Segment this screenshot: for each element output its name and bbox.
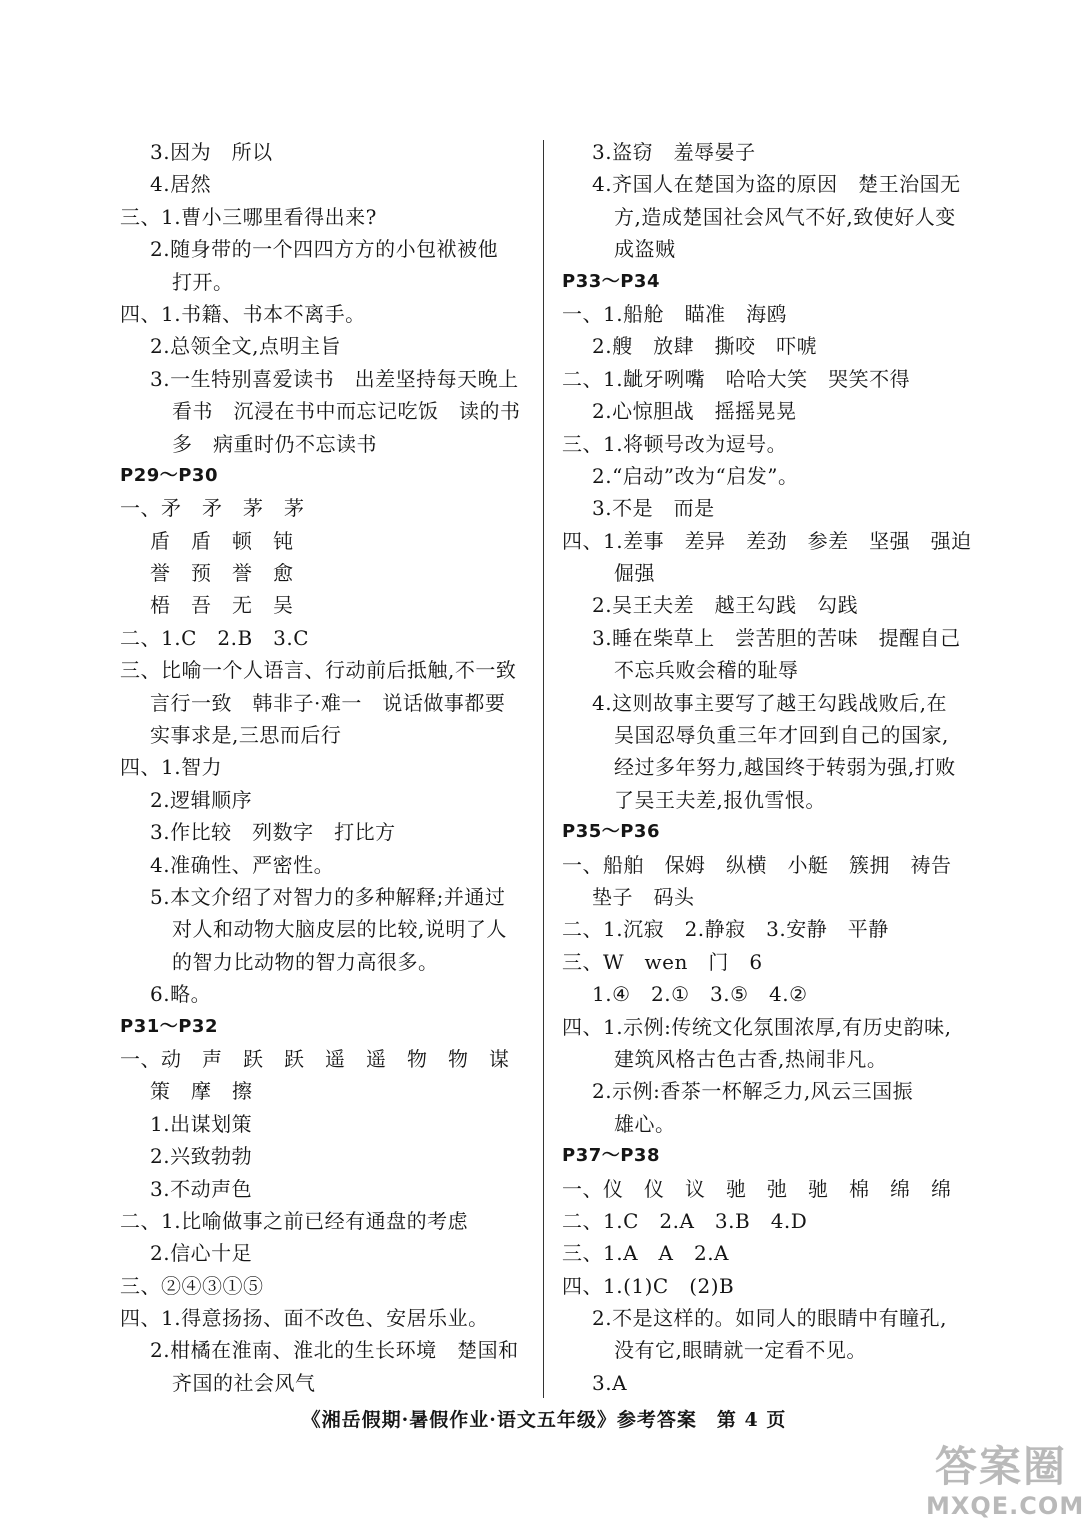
answer-line: 1.④ 2.① 3.⑤ 4.② (592, 982, 808, 1007)
answer-line: 3.不动声色 (150, 1176, 253, 1201)
answer-line: 四、1.书籍、书本不离手。 (120, 301, 366, 326)
answer-line: 经过多年努力,越国终于转弱为强,打败 (614, 755, 956, 780)
answer-line: 建筑风格古色古香,热闹非凡。 (614, 1046, 888, 1071)
answer-line: 4.这则故事主要写了越王勾践战败后,在 (592, 690, 947, 715)
answer-line: 成盗贼 (614, 237, 676, 262)
right-column (562, 136, 992, 1399)
watermark-url: MXQE.COM (926, 1492, 1085, 1520)
answer-line: 二、1.比喻做事之前已经有通盘的考虑 (120, 1208, 469, 1233)
answer-line: 垫子 码头 (592, 884, 695, 909)
answer-line: 四、1.差事 差异 差劲 参差 坚强 强迫 (562, 528, 972, 553)
answer-line: 实事求是,三思而后行 (150, 723, 342, 748)
answer-line: 三、②④③①⑤ (120, 1273, 264, 1298)
answer-line: 没有它,眼睛就一定看不见。 (614, 1338, 867, 1363)
answer-line: 3.不是 而是 (592, 496, 715, 521)
answer-line: 2.心惊胆战 摇摇晃晃 (592, 399, 797, 424)
answer-line: 四、1.智力 (120, 755, 223, 780)
answer-line: 2.逻辑顺序 (150, 787, 253, 812)
answer-line: 三、W wen 门 6 (562, 949, 763, 974)
watermark-logo-text: 答案圈 (934, 1442, 1067, 1491)
answer-line: 2.艘 放肆 撕咬 吓唬 (592, 334, 818, 359)
answer-line: 了吴王夫差,报仇雪恨。 (614, 787, 826, 812)
answer-line: 三、1.曹小三哪里看得出来? (120, 204, 377, 229)
answer-line: 二、1.C 2.A 3.B 4.D (562, 1208, 808, 1233)
answer-line: 4.居然 (150, 172, 212, 197)
answer-line: 三、1.将顿号改为逗号。 (562, 431, 788, 456)
answer-line: 雄心。 (614, 1111, 676, 1136)
answer-line: 3.睡在柴草上 尝苦胆的苦味 提醒自己 (592, 625, 961, 650)
answer-line: 二、1.龇牙咧嘴 哈哈大笑 哭笑不得 (562, 366, 911, 391)
answer-line: 誉 预 誉 愈 (150, 561, 294, 586)
answer-line: 四、1.得意扬扬、面不改色、安居乐业。 (120, 1306, 489, 1331)
answer-line: 1.出谋划策 (150, 1111, 253, 1136)
section-heading: P33～P34 (562, 270, 660, 292)
answer-line: 三、1.A A 2.A (562, 1241, 729, 1266)
answer-line: 2.不是这样的。如同人的眼睛中有瞳孔, (592, 1306, 947, 1331)
answer-line: 看书 沉浸在书中而忘记吃饭 读的书 (172, 399, 521, 424)
answer-line: 言行一致 韩非子·难一 说话做事都要 (150, 690, 506, 715)
answer-line: 多 病重时仍不忘读书 (172, 431, 377, 456)
answer-line: 6.略。 (150, 982, 212, 1007)
watermark-logo (926, 1442, 1085, 1532)
answer-line: 2.“启动”改为“启发”。 (592, 463, 799, 488)
section-heading: P37～P38 (562, 1145, 660, 1167)
column-divider (543, 140, 544, 1398)
left-column (120, 136, 530, 1399)
answer-line: 2.总领全文,点明主旨 (150, 334, 341, 359)
answer-line: 的智力比动物的智力高很多。 (172, 949, 439, 974)
answer-line: 2.柑橘在淮南、淮北的生长环境 楚国和 (150, 1338, 519, 1363)
answer-line: 3.作比较 列数字 打比方 (150, 820, 396, 845)
answer-line: 2.兴致勃勃 (150, 1144, 253, 1169)
answer-line: 3.一生特别喜爱读书 出差坚持每天晚上 (150, 366, 519, 391)
section-heading: P29～P30 (120, 464, 218, 486)
answer-line: 四、1.(1)C (2)B (562, 1273, 735, 1298)
answer-line: 2.示例:香茶一杯解乏力,风云三国振 (592, 1079, 914, 1104)
answer-line: 倔强 (614, 561, 655, 586)
page-footer: 《湘岳假期·暑假作业·语文五年级》参考答案 第 4 页 (301, 1409, 787, 1431)
answer-line: 一、仪 仪 议 驰 弛 驰 棉 绵 绵 (562, 1176, 952, 1201)
answer-line: 一、动 声 跃 跃 遥 遥 物 物 谋 (120, 1046, 510, 1071)
answer-line: 2.吴王夫差 越王勾践 勾践 (592, 593, 859, 618)
answer-line: 一、船舶 保姆 纵横 小艇 簇拥 祷告 (562, 852, 952, 877)
answer-line: 4.准确性、严密性。 (150, 852, 335, 877)
answer-line: 2.信心十足 (150, 1241, 253, 1266)
answer-line: 一、1.船舱 瞄准 海鸥 (562, 301, 788, 326)
answer-line: 3.因为 所以 (150, 140, 273, 164)
section-heading: P35～P36 (562, 821, 660, 843)
answer-line: 二、1.沉寂 2.静寂 3.安静 平静 (562, 917, 889, 942)
answer-line: 4.齐国人在楚国为盗的原因 楚王治国无 (592, 172, 961, 197)
answer-line: 齐国的社会风气 (172, 1370, 316, 1395)
answer-line: 吴国忍辱负重三年才回到自己的国家, (614, 723, 949, 748)
answer-line: 3.A (592, 1370, 628, 1395)
answer-line: 不忘兵败会稽的耻辱 (614, 658, 799, 683)
answer-line: 方,造成楚国社会风气不好,致使好人变 (614, 204, 956, 229)
answer-line: 5.本文介绍了对智力的多种解释;并通过 (150, 884, 506, 909)
answer-line: 2.随身带的一个四四方方的小包袱被他 (150, 237, 499, 262)
answer-line: 盾 盾 顿 钝 (150, 528, 294, 553)
answer-line: 二、1.C 2.B 3.C (120, 625, 310, 650)
answer-line: 四、1.示例:传统文化氛围浓厚,有历史韵味, (562, 1014, 952, 1039)
answer-line: 梧 吾 无 吴 (150, 593, 294, 618)
answer-line: 对人和动物大脑皮层的比较,说明了人 (172, 917, 507, 942)
answer-line: 策 摩 擦 (150, 1079, 253, 1104)
answer-line: 打开。 (172, 269, 234, 294)
section-heading: P31～P32 (120, 1015, 218, 1037)
answer-line: 3.盗窃 羞辱晏子 (592, 140, 756, 164)
answer-line: 三、比喻一个人语言、行动前后抵触,不一致 (120, 658, 517, 683)
answer-line: 一、矛 矛 茅 茅 (120, 496, 305, 521)
